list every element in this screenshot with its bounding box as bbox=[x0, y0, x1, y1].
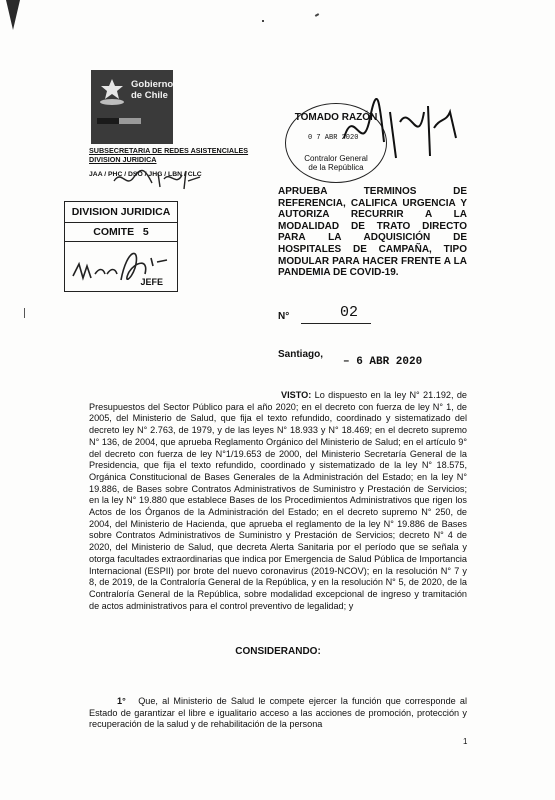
paragraph-text: Que, al Ministerio de Salud le compete ejercer la función que corresponde al Estado de garantizar el libre e igualitario acceso a las acciones de promoción, protección y recuperación de la salud y de rehabilitación de la persona bbox=[89, 696, 467, 730]
logo-text-line1: Gobierno bbox=[131, 79, 174, 90]
coat-of-arms-icon bbox=[97, 76, 127, 106]
stamp-jefe-label: JEFE bbox=[140, 277, 163, 287]
scan-speck bbox=[24, 308, 25, 318]
page-number: 1 bbox=[463, 737, 468, 746]
visto-text: Lo dispuesto en la ley N° 21.192, de Presupuestos del Sector Público para el año 2020; en el decreto con fuerza de ley N° 1, de 2005, del Ministerio de Salud, que fija el texto refundido, coordinado y sistematizado del decreto ley N° 2.763, de 1979, y de las leyes N° 18.933 y N° 18.469; en el decreto supremo N° 136, de 2004, que aprueba Reglamento Orgánico del Ministerio de Salud; en el artículo 9° del decreto con fuerza de ley N°1/19.653 de 2000, del Ministerio Secretaría General de la Presidencia, que fija el texto refundido, coordinado y sistematizado de la ley N° 18.575, Orgánica Constitucional de Bases Generales de la Administración del Estado; en la ley N° 19.886, de Bases sobre Contratos Administrativos de Suministro y Prestación de Servicios; en la ley N° 19.880 que establece Bases de los Procedimientos Administrativos que rigen los Actos de los Órganos de la Administración del Estado; en el decreto supremo N° 250, de 2004, del Ministerio de Hacienda, que aprueba el reglamento de la ley N° 19.886 de Bases sobre Contratos Administrativos de Suministro y Prestación de Servicios; decreto N° 4 de 2020, del Ministerio de Salud, que decreta Alerta Sanitaria por el período que se señala y otorga facultades extraordinarias que indica por Emergencia de Salud Pública de Importancia Internacional (ESPII) por brote del nuevo coronavirus (2019-NCOV); en la resolución N° 7 y 8, de 2019, de la Contraloría General de la República, y en la resolución N° 5, de 2020, de la Contraloría General de la República, sobre modalidad excepcional de ingreso y tramitación de actos administrativos para el control preventivo de legalidad; y bbox=[89, 390, 467, 611]
stamp-comite-label: COMITE bbox=[93, 226, 135, 238]
initials-signature bbox=[112, 167, 202, 191]
resolution-date: – 6 ABR 2020 bbox=[343, 356, 423, 368]
seal-date: 0 7 ABR 2020 bbox=[308, 134, 359, 142]
scan-corner-mark bbox=[6, 0, 20, 30]
place-label: Santiago, bbox=[278, 349, 324, 360]
visto-paragraph bbox=[89, 390, 467, 612]
considerando-paragraph-1 bbox=[89, 696, 467, 731]
logo-flag-bar bbox=[97, 118, 141, 124]
resolution-number-value: 02 bbox=[340, 304, 359, 321]
subsecretaria-line: SUBSECRETARIA DE REDES ASISTENCIALES bbox=[89, 146, 249, 155]
considerando-heading: CONSIDERANDO: bbox=[235, 646, 321, 657]
drafters-initials: JAA / PHC / DSO / JHG / LBN / CLC bbox=[89, 171, 202, 178]
logo-text-line2: de Chile bbox=[131, 90, 168, 101]
stamp-division-label: DIVISION JURIDICA bbox=[65, 202, 177, 223]
resolution-number-label: N° bbox=[278, 311, 290, 322]
paragraph-number: 1° bbox=[117, 696, 126, 706]
seal-org-line2: de la República bbox=[308, 163, 364, 172]
stamp-comite-row bbox=[65, 223, 177, 242]
contralor-signature bbox=[340, 98, 458, 164]
scan-speck bbox=[262, 20, 264, 22]
scan-speck bbox=[315, 13, 319, 17]
visto-label: VISTO: bbox=[281, 390, 312, 400]
seal-title: TOMADO RAZÓN bbox=[294, 112, 378, 123]
division-juridica-stamp bbox=[64, 201, 178, 292]
seal-org-line1: Contralor General bbox=[304, 154, 368, 163]
resolution-number-underline bbox=[301, 323, 371, 324]
division-line: DIVISION JURIDICA bbox=[89, 155, 157, 164]
resolution-title: APRUEBA TERMINOS DE REFERENCIA, CALIFICA URGENCIA Y AUTORIZA RECURRIR A LA MODALIDAD DE TRATO DIRECTO PARA LA ADQUISICIÓN DE HOSPITALES DE CAMPAÑA, TIPO MODULAR PARA HACER FRENTE A LA PANDEMIA DE COVID-19. bbox=[278, 186, 467, 279]
stamp-comite-number: 5 bbox=[142, 226, 149, 238]
issuing-office bbox=[89, 146, 248, 164]
government-logo bbox=[91, 70, 173, 144]
